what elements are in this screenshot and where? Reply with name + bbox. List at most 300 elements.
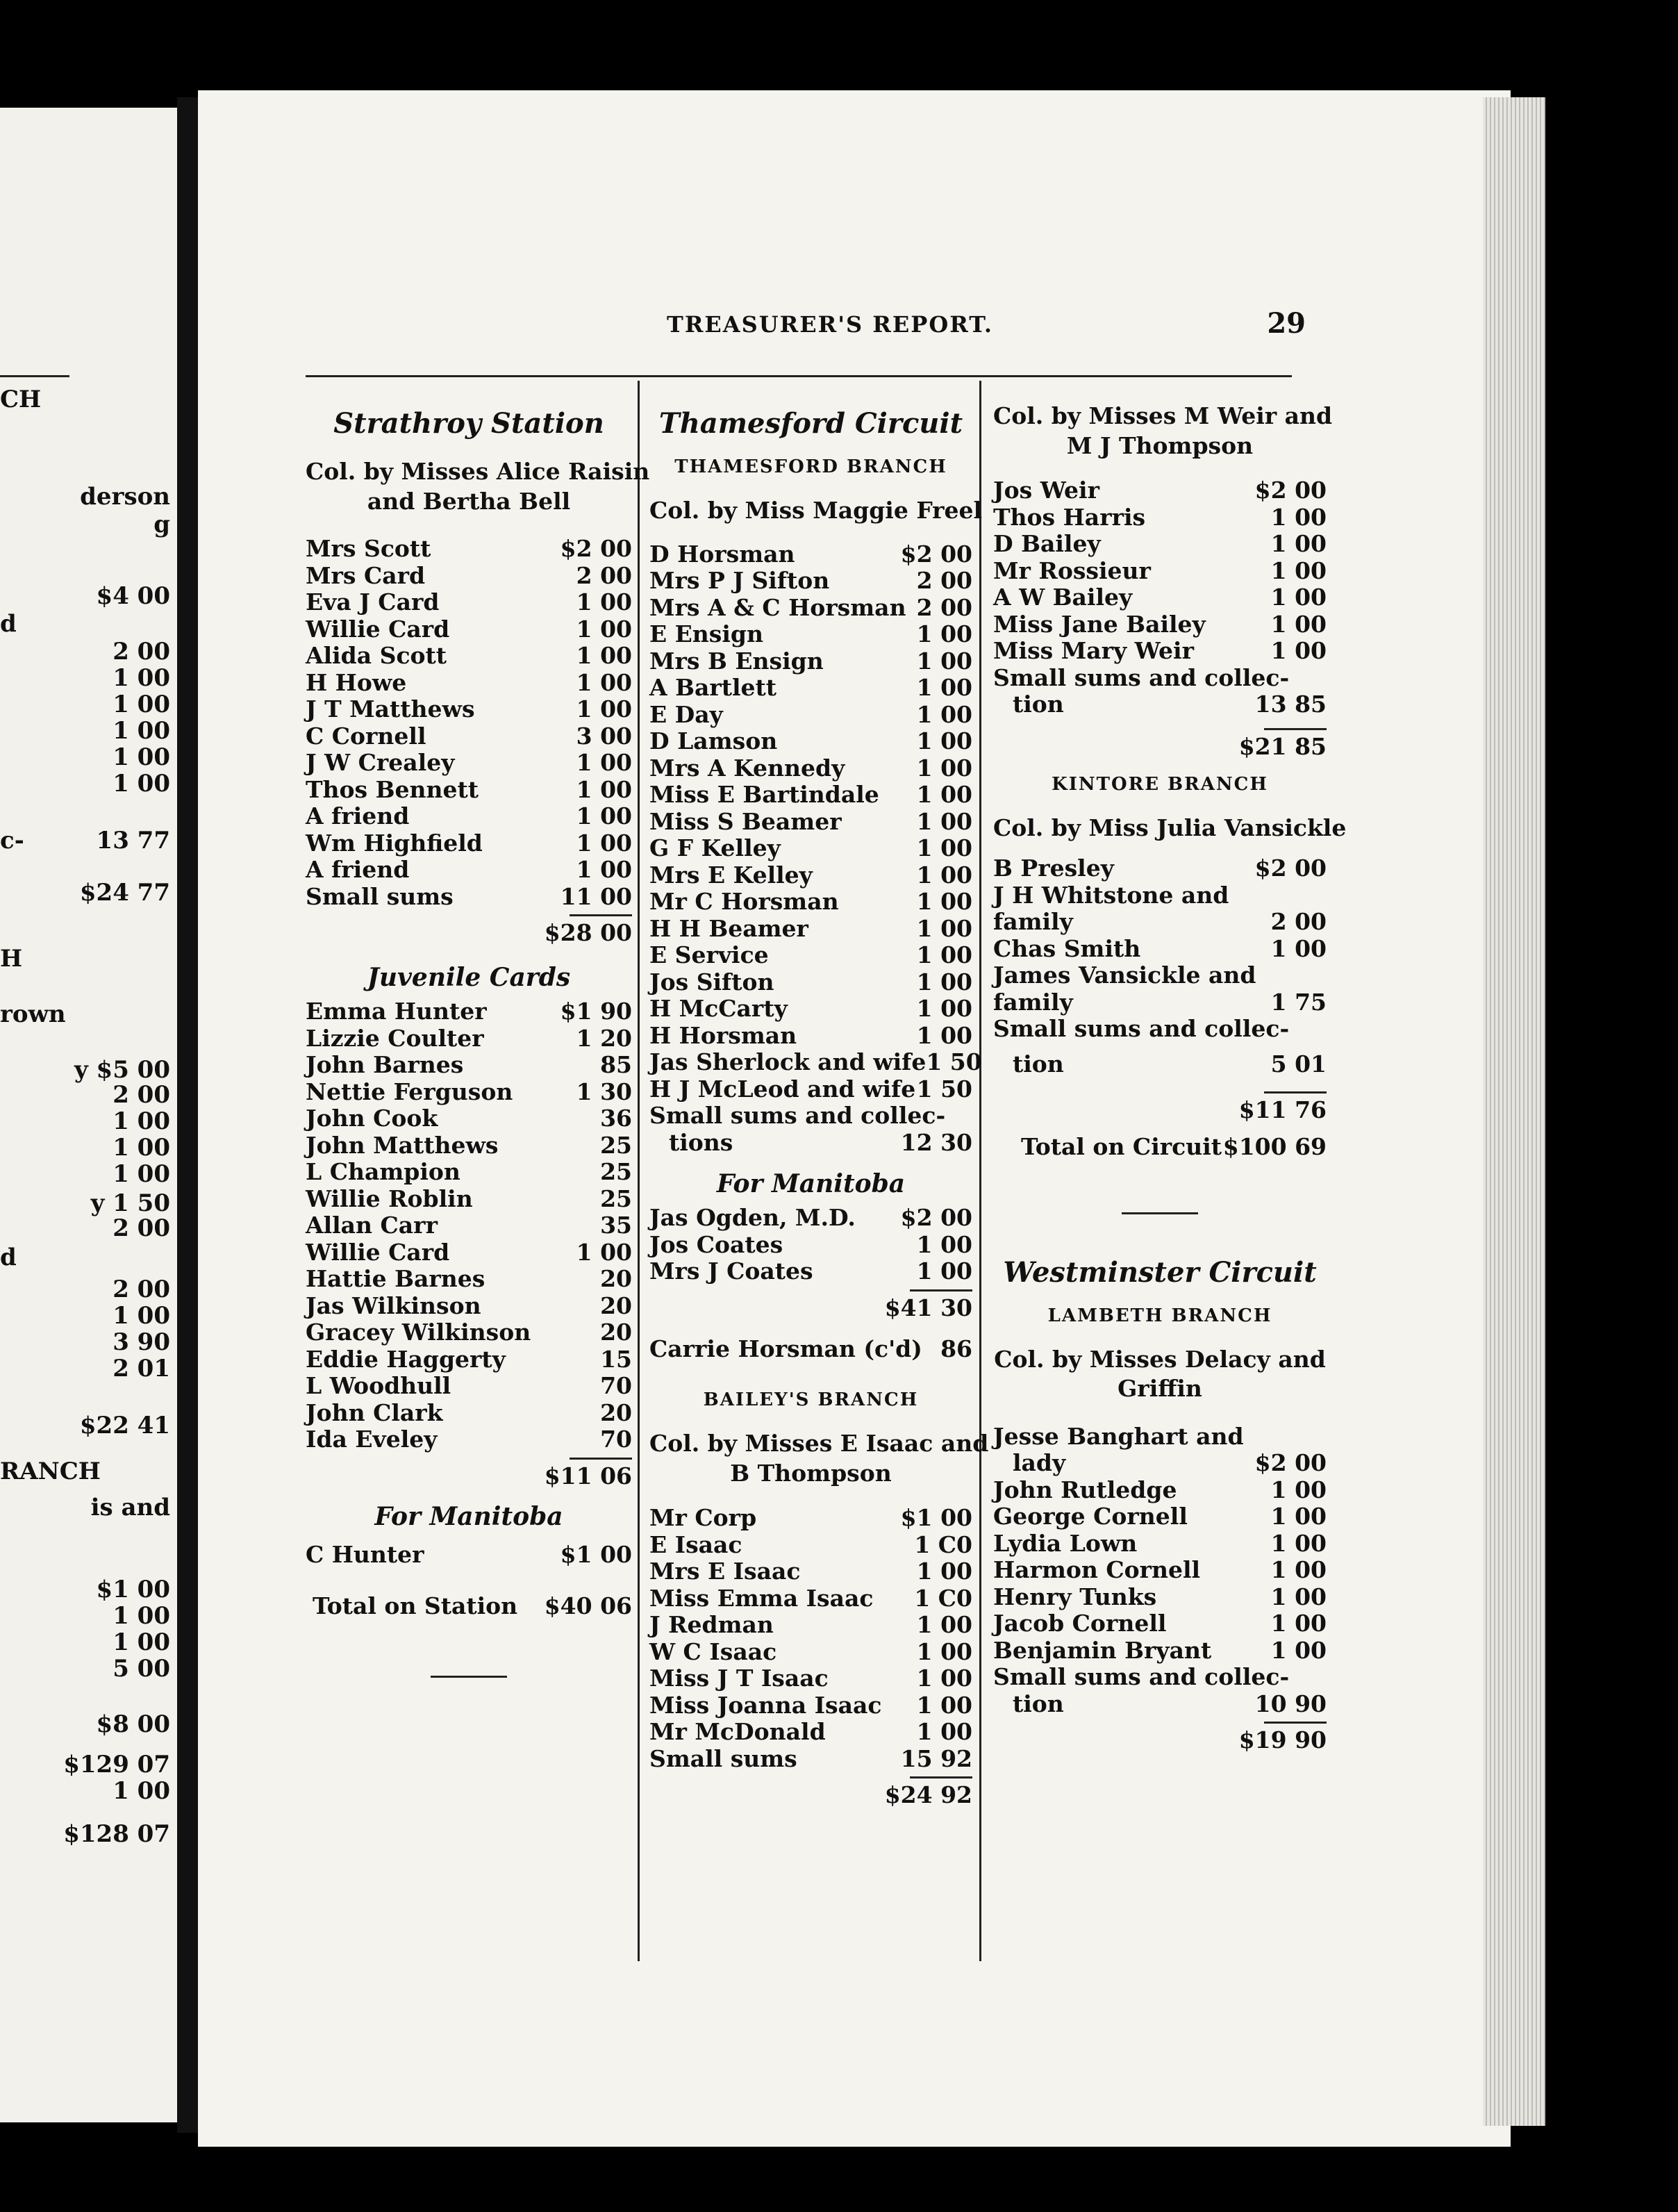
entry-amount: $1 00 <box>900 1504 972 1531</box>
entry-name: E Isaac <box>649 1530 742 1558</box>
entry-amount: 1 00 <box>916 647 972 675</box>
entry-name: Miss E Bartindale <box>649 781 879 808</box>
entry-amount: 1 00 <box>576 588 632 616</box>
entry-name: Small sums and collec- <box>649 1102 946 1129</box>
entry-amount: 2 00 <box>576 561 632 589</box>
entry-row <box>993 1691 1327 1718</box>
entry-name: E Day <box>649 700 723 728</box>
entry-row <box>306 1266 632 1293</box>
left-page-fragment: 2 00 <box>113 1276 170 1303</box>
entry-name: Small sums and collec- <box>993 1015 1290 1042</box>
left-page-fragment: g <box>153 511 170 538</box>
entry-row <box>649 648 972 675</box>
entry-row <box>306 777 632 804</box>
entries-list <box>306 998 632 1453</box>
book-gutter <box>177 97 198 2133</box>
entry-row <box>306 750 632 777</box>
entry-name: tions <box>669 1128 733 1156</box>
entry-name: Mrs E Isaac <box>649 1558 801 1585</box>
branch-heading: BAILEY'S BRANCH <box>703 1389 919 1410</box>
entry-amount: 15 <box>600 1345 632 1373</box>
entry-amount: 20 <box>600 1265 632 1292</box>
entry-name: tion <box>1013 1050 1064 1078</box>
entry-name: Mr C Horsman <box>649 888 839 915</box>
entry-row <box>306 563 632 590</box>
left-page-fragment: 1 00 <box>113 1302 170 1330</box>
entry-row <box>649 1048 982 1076</box>
spacer <box>993 459 1327 477</box>
spacer <box>649 485 972 497</box>
entry-row <box>649 702 972 729</box>
total-amount: $100 69 <box>1222 1133 1327 1160</box>
entry-name: George Cornell <box>993 1503 1188 1530</box>
entry-name: Mrs A & C Horsman <box>649 593 906 621</box>
entry-amount: 25 <box>600 1158 632 1185</box>
collector-line: Col. by Misses Alice Raisin <box>306 458 650 485</box>
entry-row <box>649 1505 972 1532</box>
entry-name: John Rutledge <box>993 1476 1177 1503</box>
entries-list <box>993 477 1327 665</box>
entry-row <box>306 616 632 643</box>
entry-amount: 70 <box>600 1372 632 1399</box>
total-amount: $11 76 <box>1238 1096 1327 1123</box>
left-page-fragment: 2 00 <box>113 638 170 666</box>
entry-amount: 1 00 <box>916 861 972 889</box>
entry-name: L Woodhull <box>306 1372 451 1399</box>
left-page-fragment: 1 00 <box>113 1628 170 1656</box>
entry-amount: 86 <box>940 1335 972 1362</box>
entry-row <box>649 675 972 702</box>
entry-row <box>649 862 972 889</box>
entry-row <box>649 1205 972 1232</box>
entry-row <box>649 755 972 782</box>
spacer <box>993 1334 1327 1346</box>
section-heading: Westminster Circuit <box>1003 1255 1317 1289</box>
entry-amount: 1 00 <box>916 834 972 861</box>
entry-amount: 1 00 <box>1270 1610 1327 1637</box>
entry-name: H H Beamer <box>649 914 808 942</box>
section-subheading: Juvenile Cards <box>367 963 571 992</box>
entry-row <box>993 1664 1327 1691</box>
entry-amount: 2 00 <box>916 567 972 594</box>
entry-amount: 11 00 <box>560 882 632 910</box>
previous-page-fragment <box>0 108 177 2122</box>
left-page-fragment: $22 41 <box>79 1412 170 1439</box>
entry-row <box>993 1610 1327 1637</box>
entry-name: Benjamin Bryant <box>993 1636 1212 1664</box>
entry-row <box>993 1557 1327 1584</box>
branch-heading: THAMESFORD BRANCH <box>674 456 947 477</box>
entry-row <box>649 568 972 595</box>
left-page-fragment: $128 07 <box>63 1820 170 1848</box>
entry-row <box>649 942 972 969</box>
entry-amount: 1 00 <box>916 807 972 835</box>
entry-name: Mr McDonald <box>649 1718 826 1745</box>
left-page-fragment: 1 00 <box>113 691 170 718</box>
entry-amount: 1 00 <box>576 856 632 883</box>
entry-amount: 25 <box>600 1131 632 1159</box>
entry-row <box>649 1585 972 1612</box>
spacer <box>993 844 1327 855</box>
collector-line: Col. by Misses Delacy and <box>994 1345 1326 1373</box>
entry-name: D Lamson <box>649 727 778 754</box>
entry-name: Harmon Cornell <box>993 1556 1201 1583</box>
entry-amount: $1 00 <box>560 1540 632 1568</box>
entry-name: Mrs Card <box>306 561 426 589</box>
entry-name: Jos Sifton <box>649 968 774 996</box>
entry-row <box>306 1542 632 1569</box>
collector-line: Col. by Misses E Isaac and <box>649 1430 989 1457</box>
entry-name: A Bartlett <box>649 674 777 701</box>
left-page-fragment: 2 00 <box>113 1214 170 1242</box>
entry-amount: 1 C0 <box>914 1530 972 1558</box>
entry-name: A W Bailey <box>993 584 1133 611</box>
entry-row <box>306 1025 632 1053</box>
entry-amount: 1 00 <box>1270 503 1327 531</box>
entry-name: A friend <box>306 856 410 883</box>
entry-name: Jos Weir <box>993 477 1099 504</box>
total-label: Total on Station <box>313 1592 518 1619</box>
entry-amount: 25 <box>600 1185 632 1212</box>
entry-amount: 1 00 <box>916 1021 972 1049</box>
entry-name: Willie Card <box>306 615 450 643</box>
entry-row <box>649 728 972 755</box>
branch-heading: LAMBETH BRANCH <box>1047 1305 1272 1326</box>
entry-amount: $2 00 <box>1254 477 1327 504</box>
left-page-fragment: 5 00 <box>113 1655 170 1683</box>
entry-name: Mrs A Kennedy <box>649 754 845 782</box>
entry-amount: 1 C0 <box>914 1584 972 1612</box>
section-subheading: For Manitoba <box>374 1501 563 1531</box>
entries-list <box>993 1477 1327 1665</box>
entry-row <box>993 1016 1327 1043</box>
entry-amount: 1 00 <box>916 727 972 754</box>
entry-amount: 1 00 <box>1270 637 1327 664</box>
entry-amount: 1 00 <box>916 968 972 996</box>
left-page-fragment: 2 00 <box>113 1081 170 1109</box>
entry-row <box>993 882 1327 909</box>
left-page-fragment: $1 00 <box>96 1576 170 1603</box>
entry-name: Miss J T Isaac <box>649 1665 829 1692</box>
total-label: Total on Circuit <box>1021 1133 1222 1160</box>
section-end-rule <box>431 1676 507 1678</box>
entry-row <box>306 1400 632 1427</box>
entry-name: John Cook <box>306 1105 438 1132</box>
column-thamesford <box>649 403 989 1812</box>
total-amount: $11 06 <box>544 1462 632 1489</box>
entry-name: Chas Smith <box>993 934 1141 962</box>
entry-row <box>993 611 1327 638</box>
entry-row <box>306 857 632 884</box>
entry-amount: $2 00 <box>900 1204 972 1231</box>
entry-name: Small sums <box>306 882 454 910</box>
entry-amount: 1 00 <box>1270 530 1327 557</box>
entry-row <box>306 1079 632 1106</box>
entry-row <box>306 589 632 616</box>
entry-name: Jacob Cornell <box>993 1610 1167 1637</box>
entry-row <box>649 916 972 943</box>
entry-amount: 20 <box>600 1319 632 1346</box>
entry-row <box>993 504 1327 531</box>
total-row <box>993 730 1327 764</box>
entry-name: James Vansickle and <box>993 961 1256 989</box>
entry-name: Miss Joanna Isaac <box>649 1691 882 1719</box>
entry-amount: 5 01 <box>1270 1050 1327 1078</box>
entry-amount: 1 00 <box>1270 610 1327 638</box>
left-page-fragment: 13 77 <box>96 827 170 855</box>
left-page-fragment: RANCH <box>0 1458 101 1485</box>
collector-line: Col. by Misses M Weir and <box>993 402 1333 429</box>
entry-row <box>649 1665 972 1692</box>
entry-row <box>993 638 1327 665</box>
entry-row <box>649 1258 972 1285</box>
entry-name: Jas Ogden, M.D. <box>649 1204 856 1231</box>
entry-row <box>649 1103 972 1130</box>
entry-row <box>993 1477 1327 1504</box>
entry-amount: 1 00 <box>916 754 972 782</box>
entry-name: Ida Eveley <box>306 1426 438 1453</box>
entry-row <box>306 830 632 857</box>
column-divider-2 <box>979 381 981 1961</box>
entry-amount: 20 <box>600 1398 632 1426</box>
collector-line: M J Thompson <box>1066 431 1254 459</box>
entry-amount: 1 00 <box>916 1611 972 1638</box>
entry-amount: 2 00 <box>916 593 972 621</box>
left-page-fragment: 1 00 <box>113 770 170 798</box>
entry-name: Eddie Haggerty <box>306 1345 506 1373</box>
left-page-fragment: 1 00 <box>113 743 170 771</box>
spacer <box>993 802 1327 815</box>
total-row <box>306 916 632 950</box>
left-page-fragment: $4 00 <box>96 582 170 610</box>
entry-row <box>993 531 1327 558</box>
entry-amount: $2 00 <box>1254 855 1327 882</box>
entry-row <box>993 691 1327 718</box>
entry-name: lady <box>1013 1449 1066 1476</box>
entry-name: Willie Roblin <box>306 1185 473 1212</box>
entry-amount: 1 00 <box>576 695 632 723</box>
section-heading: Thamesford Circuit <box>658 407 963 440</box>
entry-amount: 1 00 <box>576 642 632 669</box>
total-amount: $24 92 <box>884 1781 972 1808</box>
entry-row <box>993 962 1327 989</box>
entry-row <box>993 1450 1327 1477</box>
entry-row <box>993 855 1327 882</box>
entry-name: John Barnes <box>306 1051 464 1078</box>
entry-amount: 1 00 <box>916 781 972 808</box>
entry-amount: 1 00 <box>916 888 972 915</box>
entry-row <box>306 1212 632 1239</box>
left-page-fragment: y 1 50 <box>90 1189 170 1217</box>
collector-line: Col. by Miss Maggie Freel <box>649 497 983 524</box>
page-header <box>639 307 1334 346</box>
entry-amount: 1 00 <box>916 914 972 942</box>
entry-row <box>649 1023 972 1050</box>
column-strathroy <box>306 403 650 1697</box>
entry-name: D Bailey <box>993 530 1101 557</box>
spacer <box>649 1487 972 1505</box>
entry-name: Emma Hunter <box>306 998 487 1025</box>
left-page-fragment: CH <box>0 386 42 413</box>
entry-name: Jos Coates <box>649 1230 783 1258</box>
entry-name: Mrs E Kelley <box>649 861 813 889</box>
entry-name: H McCarty <box>649 995 788 1022</box>
entry-name: C Cornell <box>306 722 426 750</box>
entry-name: C Hunter <box>306 1540 424 1568</box>
entry-row <box>993 936 1327 963</box>
entry-name: J W Crealey <box>306 749 455 776</box>
total-row <box>993 1093 1327 1127</box>
entry-row <box>993 584 1327 611</box>
entry-name: H Horsman <box>649 1021 797 1049</box>
entries-list <box>649 540 982 1103</box>
total-row <box>306 1460 632 1493</box>
entry-amount: 1 00 <box>1270 934 1327 962</box>
left-page-fragment: 1 00 <box>113 717 170 745</box>
entry-name: Alida Scott <box>306 642 447 669</box>
entry-name: John Clark <box>306 1398 443 1426</box>
entry-name: family <box>993 908 1073 935</box>
entry-amount: 1 00 <box>576 829 632 857</box>
left-page-fragment: 1 00 <box>113 1107 170 1135</box>
entry-row <box>993 1503 1327 1530</box>
entry-name: Mrs B Ensign <box>649 647 824 675</box>
entries-list <box>649 1205 972 1285</box>
section-end-rule <box>1122 1212 1198 1214</box>
entry-amount: 1 00 <box>1270 1476 1327 1503</box>
entry-amount: 85 <box>600 1051 632 1078</box>
column-divider-1 <box>638 381 640 1961</box>
header-rule <box>306 375 1292 377</box>
column-right <box>993 402 1347 1757</box>
entry-row <box>649 621 972 648</box>
left-page-fragment: 1 00 <box>113 1134 170 1162</box>
left-page-fragment: H <box>0 945 23 973</box>
entry-name: Lydia Lown <box>993 1529 1138 1557</box>
entry-row <box>306 1052 632 1079</box>
total-amount: $41 30 <box>884 1294 972 1321</box>
entry-row <box>993 989 1327 1016</box>
entry-row <box>306 884 632 911</box>
entry-row <box>649 1612 972 1639</box>
entries-list <box>649 1505 972 1772</box>
running-title: TREASURER'S REPORT. <box>667 311 994 338</box>
entry-row <box>993 1051 1327 1078</box>
entry-amount: 1 00 <box>576 615 632 643</box>
entry-name: tion <box>1013 1690 1064 1717</box>
entry-row <box>306 1426 632 1453</box>
entry-amount: 1 00 <box>916 941 972 968</box>
entry-amount: 1 00 <box>576 802 632 830</box>
left-page-fragment: c- <box>0 827 24 855</box>
entries-list <box>993 855 1327 882</box>
entry-amount: 1 50 <box>926 1048 982 1075</box>
entry-row <box>649 1692 972 1719</box>
entry-row <box>649 835 972 862</box>
entry-amount: $1 90 <box>560 998 632 1025</box>
entry-row <box>649 809 972 836</box>
entry-amount: 1 00 <box>916 995 972 1022</box>
entry-name: Small sums <box>649 1744 797 1772</box>
station-total-row <box>306 1593 632 1620</box>
entry-name: Mrs P J Sifton <box>649 567 830 594</box>
entry-amount: 1 00 <box>916 1257 972 1285</box>
entry-row <box>649 969 972 996</box>
entry-amount: 1 75 <box>1270 988 1327 1016</box>
entry-row <box>306 696 632 723</box>
entry-row <box>306 1373 632 1400</box>
entry-name: E Ensign <box>649 620 763 647</box>
entry-row <box>306 1105 632 1132</box>
collector-line: and Bertha Bell <box>367 487 571 515</box>
left-page-fragment: $129 07 <box>63 1751 170 1778</box>
entry-name: tion <box>1013 691 1064 718</box>
entry-amount: 1 00 <box>916 620 972 647</box>
entry-name: Jesse Banghart and <box>993 1422 1244 1450</box>
entry-name: Small sums and collec- <box>993 1663 1290 1690</box>
entry-amount: 1 00 <box>916 1665 972 1692</box>
entry-amount: 3 00 <box>576 722 632 750</box>
left-page-fragment: 1 00 <box>113 1777 170 1805</box>
entry-amount: 1 00 <box>576 1238 632 1266</box>
entry-row <box>649 1336 972 1363</box>
entry-amount: 1 00 <box>916 1718 972 1745</box>
entry-name: John Matthews <box>306 1131 499 1159</box>
entry-row <box>993 909 1327 936</box>
entry-row <box>993 665 1327 692</box>
entry-row <box>306 1319 632 1346</box>
entry-row <box>649 889 972 916</box>
entry-name: Eva J Card <box>306 588 440 616</box>
left-page-fragment: d <box>0 1244 17 1271</box>
entry-row <box>306 723 632 750</box>
entry-amount: 1 30 <box>576 1078 632 1105</box>
left-page-fragment: y $5 00 <box>74 1056 170 1084</box>
left-page-fragment: 3 90 <box>113 1328 170 1356</box>
entry-name: J H Whitstone and <box>993 881 1229 909</box>
entry-amount: 1 00 <box>576 749 632 776</box>
entry-row <box>649 1558 972 1585</box>
entry-name: Small sums and collec- <box>993 663 1290 691</box>
entry-row <box>306 1186 632 1213</box>
entry-row <box>649 1232 972 1259</box>
left-page-fragment: $24 77 <box>79 879 170 907</box>
entry-amount: 1 00 <box>1270 1529 1327 1557</box>
entry-amount: $2 00 <box>1254 1449 1327 1476</box>
entry-name: Jas Sherlock and wife <box>649 1048 927 1075</box>
entry-amount: 15 92 <box>900 1744 972 1772</box>
left-page-fragment: is and <box>90 1494 170 1521</box>
entry-amount: 36 <box>600 1105 632 1132</box>
entry-name: Hattie Barnes <box>306 1265 485 1292</box>
entry-amount: $2 00 <box>560 535 632 562</box>
entry-name: Jas Wilkinson <box>306 1291 481 1319</box>
entry-name: Miss Emma Isaac <box>649 1584 874 1612</box>
entry-row <box>306 803 632 830</box>
section-heading: Strathroy Station <box>333 407 604 440</box>
collector-line: B Thompson <box>730 1459 892 1487</box>
branch-heading: KINTORE BRANCH <box>1052 773 1268 795</box>
entry-amount: 1 00 <box>576 775 632 803</box>
collector-line: Griffin <box>1118 1375 1202 1402</box>
entry-amount: 1 00 <box>1270 556 1327 584</box>
entry-name: Mr Rossieur <box>993 556 1151 584</box>
spacer <box>306 515 632 536</box>
entry-amount: 13 85 <box>1254 691 1327 718</box>
section-subheading: For Manitoba <box>716 1169 906 1198</box>
total-amount: $28 00 <box>544 919 632 946</box>
entry-row <box>649 1746 972 1773</box>
